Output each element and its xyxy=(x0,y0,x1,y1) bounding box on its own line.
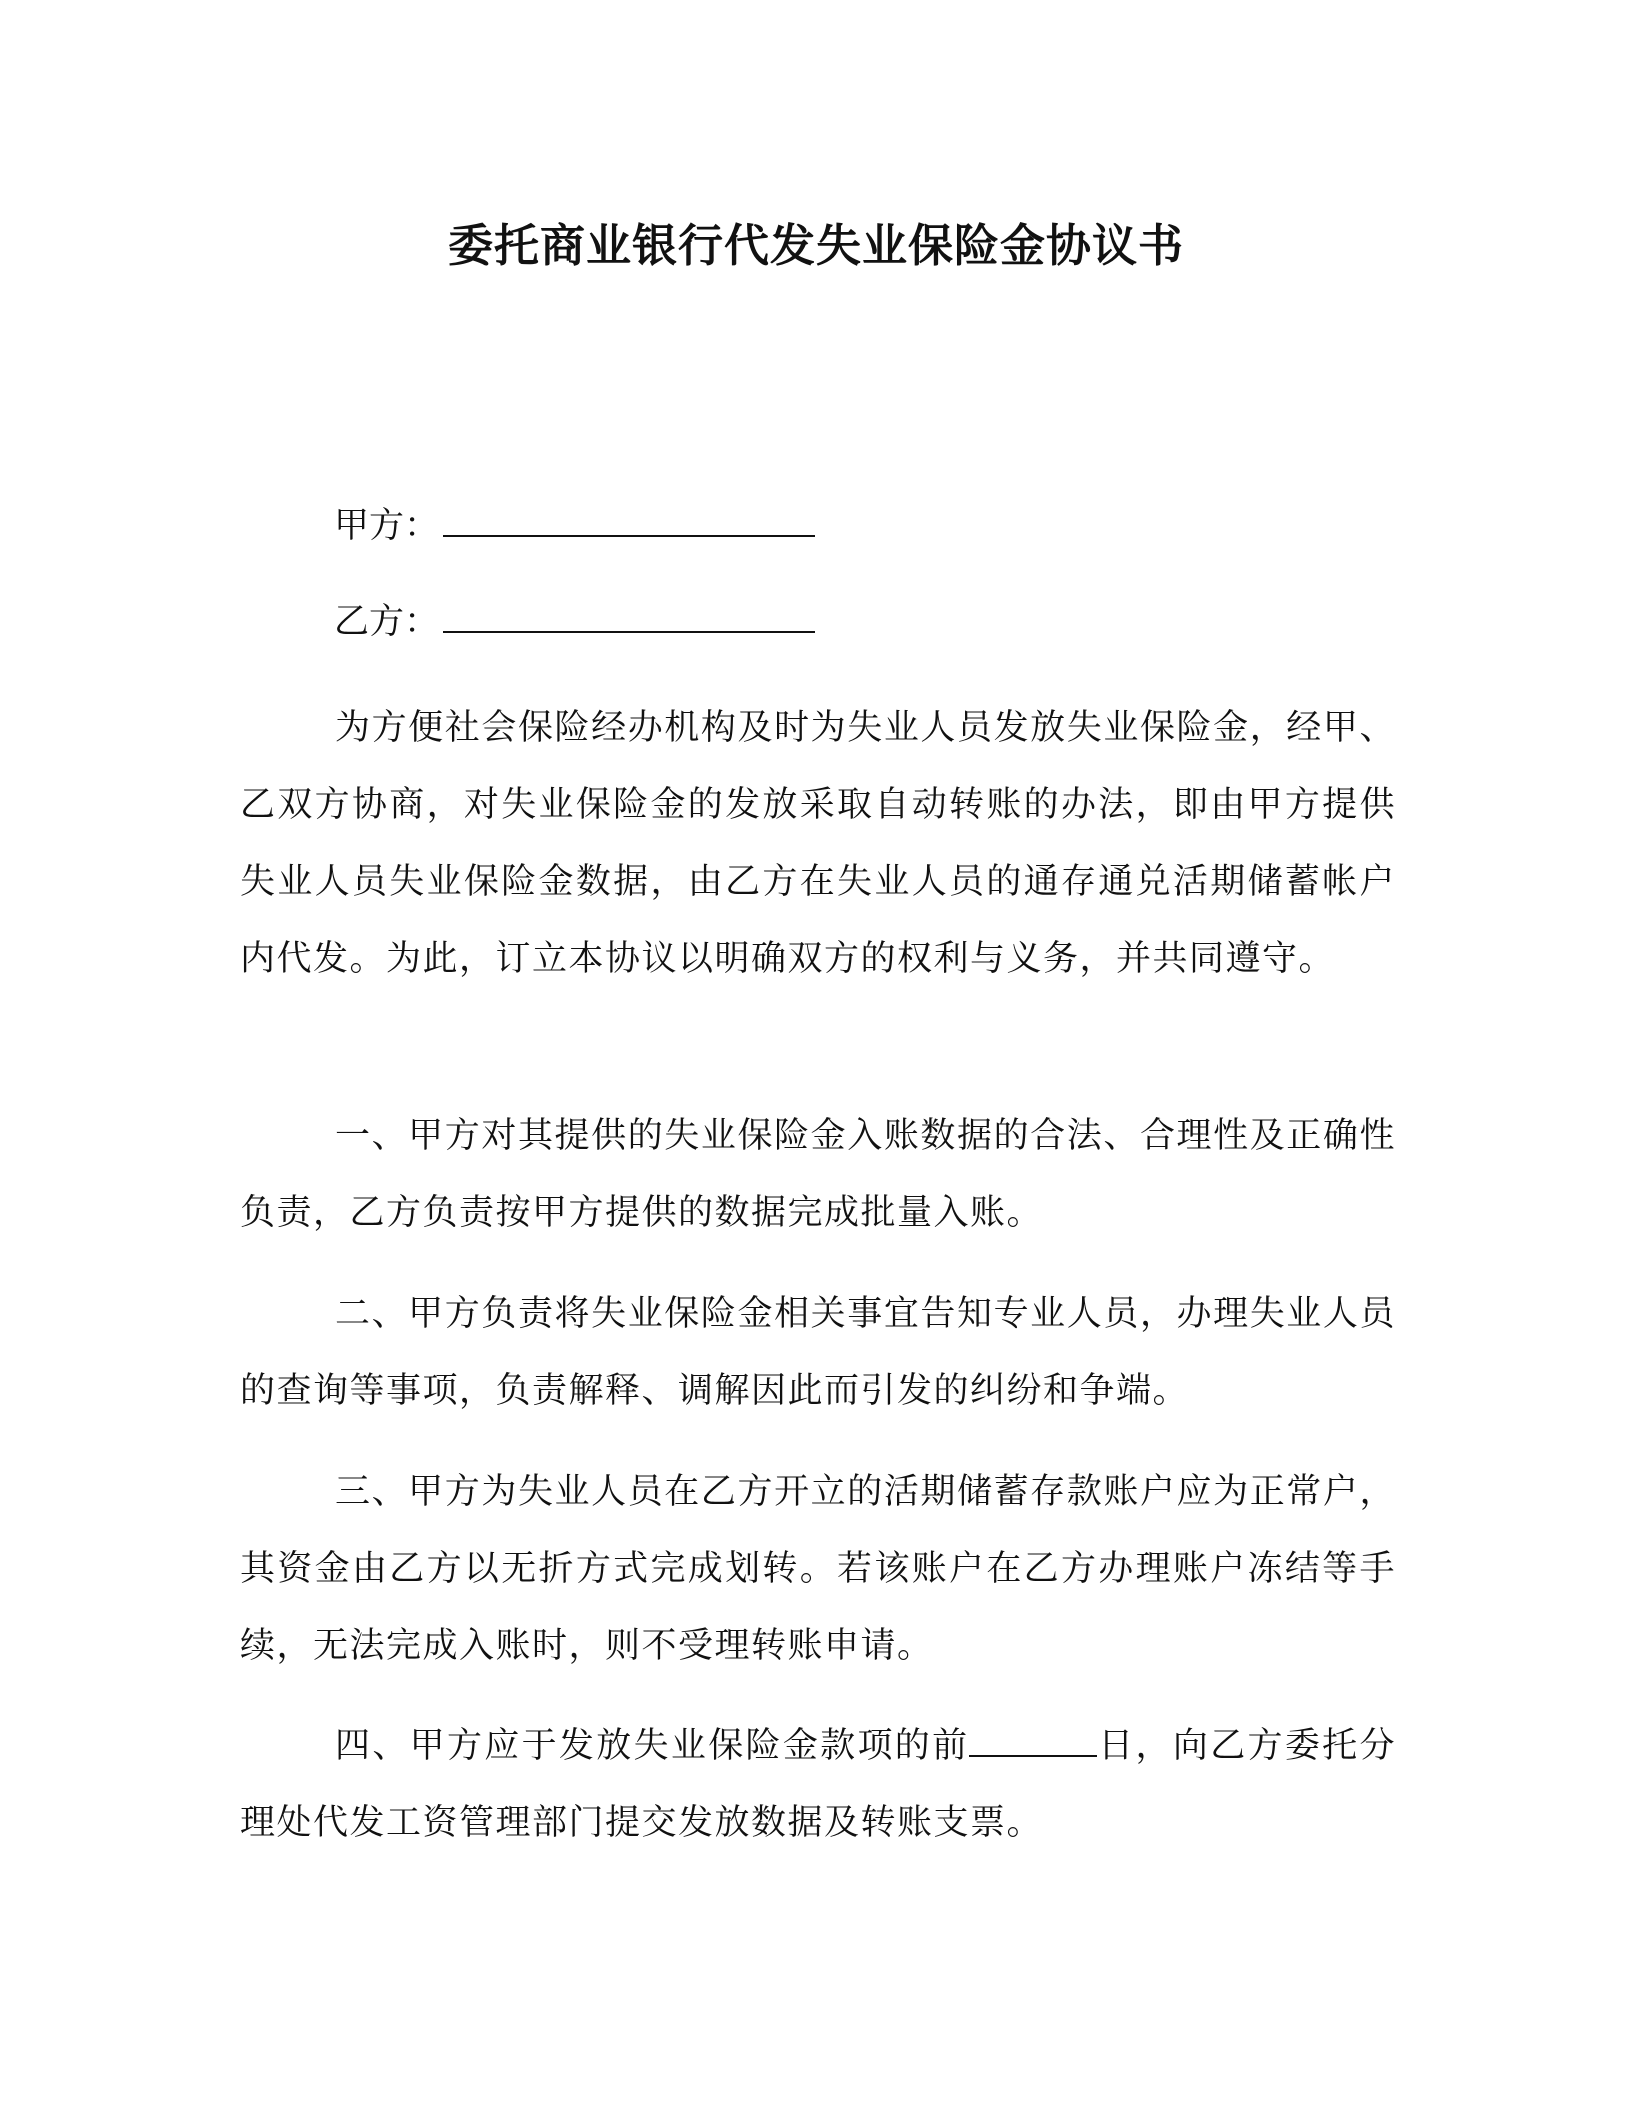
clause-4-text-before: 四、甲方应于发放失业保险金款项的前 xyxy=(335,1726,970,1766)
party-a-label: 甲方： xyxy=(334,506,440,546)
party-b-label: 乙方： xyxy=(334,602,440,642)
days-blank xyxy=(969,1727,1097,1757)
clause-3: 三、甲方为失业人员在乙方开立的活期储蓄存款账户应为正常户，其资金由乙方以无折方式完成划转。若该账户在乙方办理账户冻结等手续，无法完成入账时，则不受理转账申请。 xyxy=(240,1472,1396,1666)
clause-4 xyxy=(240,1708,1396,1862)
intro-paragraph: 为方便社会保险经办机构及时为失业人员发放失业保险金，经甲、乙双方协商，对失业保险金的发放采取自动转账的办法，即由甲方提供失业人员失业保险金数据，由乙方在失业人员的通存通兑活期储蓄帐户内代发。为此，订立本协议以明确双方的权利与义务，并共同遵守。 xyxy=(240,708,1396,979)
party-a-blank xyxy=(443,505,815,537)
document-title: 委托商业银行代发失业保险金协议书 xyxy=(447,219,1184,272)
party-b-line xyxy=(334,594,815,650)
clause-1: 一、甲方对其提供的失业保险金入账数据的合法、合理性及正确性负责，乙方负责按甲方提供的数据完成批量入账。 xyxy=(240,1116,1396,1233)
clause-4-text-after: 日，向乙方委托分理处代发工资管理部门提交发放数据及转账支票。 xyxy=(240,1726,1396,1843)
party-a-line xyxy=(334,498,815,554)
clause-2: 二、甲方负责将失业保险金相关事宜告知专业人员，办理失业人员的查询等事项，负责解释、调解因此而引发的纠纷和争端。 xyxy=(240,1294,1396,1411)
party-b-blank xyxy=(443,601,815,633)
